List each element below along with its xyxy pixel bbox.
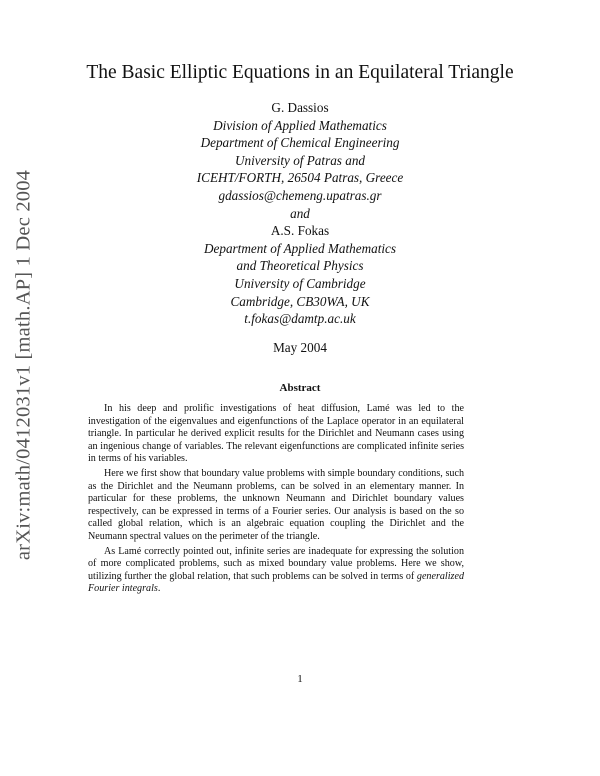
abstract-body <box>88 403 464 598</box>
author1-email: gdassios@chemeng.upatras.gr <box>218 187 382 203</box>
author1-affiliation-line: University of Patras and <box>234 152 366 168</box>
author2-affiliation-line: Cambridge, CB30WA, UK <box>230 293 370 309</box>
abstract-heading: Abstract <box>279 382 321 394</box>
author2-affiliation-line: University of Cambridge <box>234 275 366 291</box>
author2-name: A.S. Fokas <box>270 223 330 239</box>
author-block <box>0 99 600 328</box>
abstract-paragraph <box>88 546 464 596</box>
author2-affiliation-line: Department of Applied Mathematics <box>203 240 397 256</box>
author-conjunction: and <box>290 205 310 221</box>
paper-title: The Basic Elliptic Equations in an Equilateral Triangle <box>86 62 514 83</box>
author2-email: t.fokas@damtp.ac.uk <box>244 311 356 327</box>
abstract-emphasis: generalized Fourier integrals <box>88 570 464 594</box>
paper-date: May 2004 <box>273 340 327 355</box>
author2-affiliation-line: and Theoretical Physics <box>236 258 364 274</box>
author1-name: G. Dassios <box>271 100 329 115</box>
abstract-paragraph: Here we first show that boundary value problems with simple boundary conditions, such as the Dirichlet and the Neumann problems, can be solved in an elementary manner. In particular for these problems, the unknown Neumann and Dirichlet boundary values respectively, can be expressed in terms of a Fourier series. Our analysis is based on the so called global relation, which is an algebraic equation coupling the Dirichlet and the Neumann spectral values on the perimeter of the triangle. <box>88 468 464 542</box>
abstract-text: . <box>157 583 161 594</box>
author1-affiliation-line: ICEHT/FORTH, 26504 Patras, Greece <box>196 170 404 186</box>
page-number: 1 <box>297 673 303 685</box>
author1-affiliation-line: Division of Applied Mathematics <box>213 117 387 133</box>
arxiv-stamp-text: arXiv:math/0412031v1 [math.AP] 1 Dec 2004 <box>12 169 35 561</box>
abstract-paragraph: In his deep and prolific investigations of heat diffusion, Lamé was led to the investigation of the eigenvalues and eigenfunctions of the Laplace operator in an equilateral triangle. In particular he derived explicit results for the Dirichlet and Neumann cases using an ingenious change of variables. The relevant eigenfunctions are complicated infinite series in terms of his variables. <box>88 403 464 464</box>
abstract-text: As Lamé correctly pointed out, infinite series are inadequate for expressing the solution of more complicated problems, such as mixed boundary value problems. Here we show, utilizing further the global relation, that such problems can be solved in terms of <box>88 545 464 582</box>
author1-affiliation-line: Department of Chemical Engineering <box>200 135 400 151</box>
